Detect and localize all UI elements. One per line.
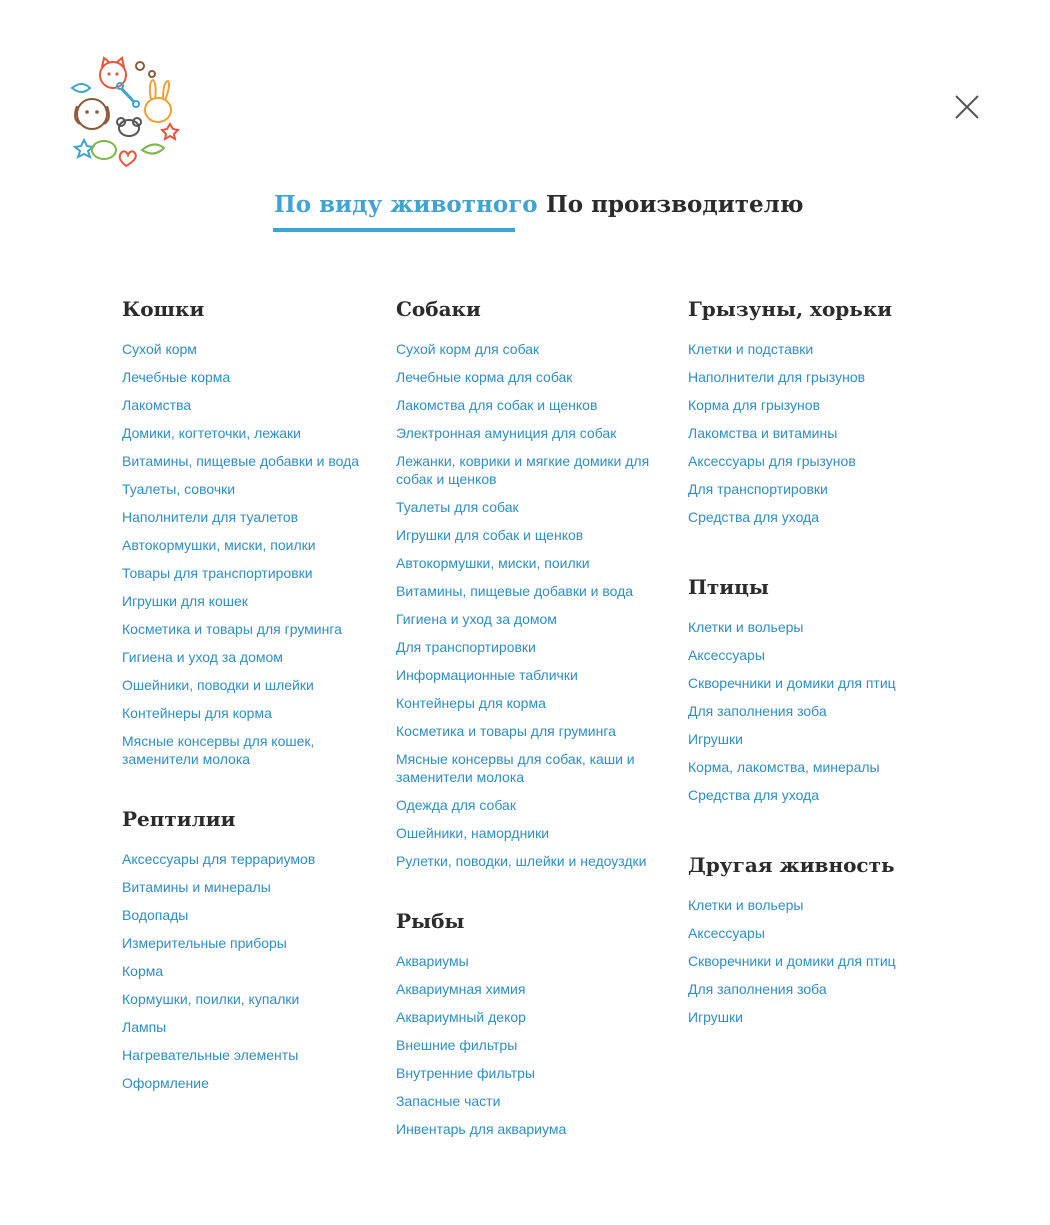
list-item — [396, 610, 666, 628]
list-item — [688, 480, 988, 498]
category-link[interactable]: Гигиена и уход за домом — [396, 611, 557, 627]
section-title: Рыбы — [396, 909, 465, 933]
category-link[interactable]: Измерительные приборы — [122, 935, 287, 951]
category-link[interactable]: Косметика и товары для груминга — [396, 723, 616, 739]
list-item — [122, 990, 382, 1008]
list-item — [396, 1008, 666, 1026]
category-link[interactable]: Витамины, пищевые добавки и вода — [122, 453, 360, 469]
list-item — [688, 786, 988, 804]
category-link[interactable]: Лечебные корма — [122, 369, 231, 385]
category-link[interactable]: Внешние фильтры — [396, 1037, 518, 1053]
category-link[interactable]: Косметика и товары для груминга — [122, 621, 342, 637]
link-list — [688, 896, 988, 1026]
list-item — [396, 1120, 666, 1138]
category-link[interactable]: Аквариумный декор — [396, 1009, 526, 1025]
category-link[interactable]: Средства для ухода — [688, 509, 819, 525]
category-link[interactable]: Аксессуары для террариумов — [122, 851, 316, 867]
list-item — [122, 1018, 382, 1036]
list-item — [122, 452, 382, 470]
list-item — [396, 796, 666, 814]
category-link[interactable]: Рулетки, поводки, шлейки и недоуздки — [396, 853, 647, 869]
category-link[interactable]: Кормушки, поилки, купалки — [122, 991, 300, 1007]
category-link[interactable]: Скворечники и домики для птиц — [688, 953, 896, 969]
list-item — [396, 824, 666, 842]
list-item — [122, 704, 382, 722]
logo[interactable] — [66, 48, 186, 170]
list-item — [396, 1036, 666, 1054]
category-link[interactable]: Аквариумы — [396, 953, 469, 969]
list-item — [122, 368, 382, 386]
category-link[interactable]: Лакомства и витамины — [688, 425, 838, 441]
list-item — [396, 1092, 666, 1110]
category-link[interactable]: Контейнеры для корма — [396, 695, 546, 711]
category-link[interactable]: Аксессуары — [688, 925, 765, 941]
category-link[interactable]: Аквариумная химия — [396, 981, 526, 997]
category-link[interactable]: Автокормушки, миски, поилки — [122, 537, 316, 553]
category-link[interactable]: Для транспортировки — [396, 639, 536, 655]
list-item — [122, 340, 382, 358]
category-link[interactable]: Туалеты для собак — [396, 499, 519, 515]
link-list — [396, 340, 666, 870]
category-link[interactable]: Клетки и вольеры — [688, 897, 804, 913]
category-link[interactable]: Игрушки для кошек — [122, 593, 248, 609]
list-item — [396, 638, 666, 656]
list-item — [396, 666, 666, 684]
link-list — [688, 340, 988, 526]
section-cats — [122, 294, 382, 768]
list-item — [396, 952, 666, 970]
category-link[interactable]: Корма, лакомства, минералы — [688, 759, 880, 775]
category-link[interactable]: Игрушки — [688, 731, 743, 747]
list-item — [122, 878, 382, 896]
list-item — [122, 396, 382, 414]
list-item — [688, 952, 988, 970]
category-link[interactable]: Лежанки, коврики и мягкие домики для собак и щенков — [396, 453, 650, 487]
section-other-animals — [688, 850, 988, 1026]
category-link[interactable]: Наполнители для грызунов — [688, 369, 866, 385]
category-link[interactable]: Игрушки для собак и щенков — [396, 527, 584, 543]
tab-by-animal[interactable]: По виду животного — [274, 191, 538, 218]
category-link[interactable]: Клетки и подставки — [688, 341, 814, 357]
section-title: Птицы — [688, 575, 769, 599]
list-item — [688, 424, 988, 442]
list-item — [396, 526, 666, 544]
category-link[interactable]: Наполнители для туалетов — [122, 509, 299, 525]
category-link[interactable]: Домики, когтеточки, лежаки — [122, 425, 301, 441]
list-item — [396, 582, 666, 600]
list-item — [688, 368, 988, 386]
list-item — [396, 368, 666, 386]
list-item — [122, 962, 382, 980]
list-item — [396, 452, 666, 488]
category-link[interactable]: Водопады — [122, 907, 189, 923]
tab-by-manufacturer[interactable]: По производителю — [546, 191, 804, 218]
list-item — [396, 554, 666, 572]
pet-logo-icon — [66, 48, 186, 170]
list-item — [122, 480, 382, 498]
list-item — [122, 934, 382, 952]
list-item — [688, 980, 988, 998]
category-link[interactable]: Лечебные корма для собак — [396, 369, 573, 385]
list-item — [122, 536, 382, 554]
list-item — [688, 1008, 988, 1026]
list-item — [122, 648, 382, 666]
list-item — [122, 592, 382, 610]
category-link[interactable]: Гигиена и уход за домом — [122, 649, 283, 665]
category-link[interactable]: Ошейники, намордники — [396, 825, 550, 841]
list-item — [688, 758, 988, 776]
category-link[interactable]: Электронная амуниция для собак — [396, 425, 617, 441]
category-link[interactable]: Для заполнения зоба — [688, 981, 827, 997]
section-title: Кошки — [122, 297, 205, 321]
link-list — [396, 952, 666, 1138]
list-item — [396, 498, 666, 516]
category-link[interactable]: Мясные консервы для кошек, заменители молока — [122, 733, 315, 767]
category-link[interactable]: Корма — [122, 963, 164, 979]
list-item — [688, 674, 988, 692]
category-link[interactable]: Скворечники и домики для птиц — [688, 675, 896, 691]
list-item — [396, 852, 666, 870]
list-item — [688, 340, 988, 358]
category-link[interactable]: Аксессуары для грызунов — [688, 453, 856, 469]
category-link[interactable]: Витамины и минералы — [122, 879, 271, 895]
link-list — [688, 618, 988, 804]
list-item — [396, 980, 666, 998]
active-tab-underline — [273, 228, 515, 232]
section-fish — [396, 906, 666, 1138]
category-link[interactable]: Для заполнения зоба — [688, 703, 827, 719]
link-list — [122, 340, 382, 768]
section-birds — [688, 572, 988, 804]
category-link[interactable]: Витамины, пищевые добавки и вода — [396, 583, 634, 599]
category-tabs — [0, 188, 1050, 238]
list-item — [688, 924, 988, 942]
list-item — [688, 730, 988, 748]
list-item — [122, 676, 382, 694]
section-title: Грызуны, хорьки — [688, 297, 893, 321]
category-link[interactable]: Оформление — [122, 1075, 209, 1091]
column-2 — [396, 294, 666, 1148]
section-title: Рептилии — [122, 807, 236, 831]
list-item — [122, 850, 382, 868]
column-1 — [122, 294, 382, 1102]
section-rodents — [688, 294, 988, 526]
list-item — [122, 620, 382, 638]
list-item — [122, 732, 382, 768]
category-link[interactable]: Сухой корм для собак — [396, 341, 540, 357]
list-item — [122, 1074, 382, 1092]
category-link[interactable]: Одежда для собак — [396, 797, 516, 813]
category-link[interactable]: Туалеты, совочки — [122, 481, 236, 497]
list-item — [688, 702, 988, 720]
list-item — [122, 1046, 382, 1064]
section-title: Собаки — [396, 297, 481, 321]
link-list — [122, 850, 382, 1092]
list-item — [396, 1064, 666, 1082]
list-item — [122, 508, 382, 526]
list-item — [396, 750, 666, 786]
category-link[interactable]: Нагревательные элементы — [122, 1047, 299, 1063]
list-item — [396, 340, 666, 358]
category-link[interactable]: Сухой корм — [122, 341, 197, 357]
list-item — [396, 424, 666, 442]
list-item — [396, 396, 666, 414]
category-link[interactable]: Средства для ухода — [688, 787, 819, 803]
category-link[interactable]: Лампы — [122, 1019, 167, 1035]
category-link[interactable]: Аксессуары — [688, 647, 765, 663]
category-link[interactable]: Автокормушки, миски, поилки — [396, 555, 590, 571]
category-link[interactable]: Клетки и вольеры — [688, 619, 804, 635]
list-item — [396, 722, 666, 740]
list-item — [688, 396, 988, 414]
category-link[interactable]: Мясные консервы для собак, каши и заменители молока — [396, 751, 635, 785]
list-item — [688, 618, 988, 636]
category-link[interactable]: Информационные таблички — [396, 667, 578, 683]
section-reptiles — [122, 804, 382, 1092]
category-link[interactable]: Контейнеры для корма — [122, 705, 272, 721]
close-icon — [950, 90, 984, 124]
list-item — [688, 646, 988, 664]
section-dogs — [396, 294, 666, 870]
category-link[interactable]: Запасные части — [396, 1093, 501, 1109]
column-3 — [688, 294, 988, 1036]
list-item — [122, 564, 382, 582]
list-item — [122, 424, 382, 442]
list-item — [688, 452, 988, 470]
section-title: Другая живность — [688, 853, 895, 877]
category-link[interactable]: Ошейники, поводки и шлейки — [122, 677, 314, 693]
category-link[interactable]: Корма для грызунов — [688, 397, 821, 413]
list-item — [396, 694, 666, 712]
category-link[interactable]: Лакомства для собак и щенков — [396, 397, 598, 413]
list-item — [688, 896, 988, 914]
category-link[interactable]: Внутренние фильтры — [396, 1065, 535, 1081]
category-link[interactable]: Игрушки — [688, 1009, 743, 1025]
list-item — [688, 508, 988, 526]
category-link[interactable]: Инвентарь для аквариума — [396, 1121, 567, 1137]
category-link[interactable]: Для транспортировки — [688, 481, 828, 497]
category-link[interactable]: Лакомства — [122, 397, 192, 413]
list-item — [122, 906, 382, 924]
close-button[interactable] — [950, 90, 984, 124]
category-link[interactable]: Товары для транспортировки — [122, 565, 313, 581]
